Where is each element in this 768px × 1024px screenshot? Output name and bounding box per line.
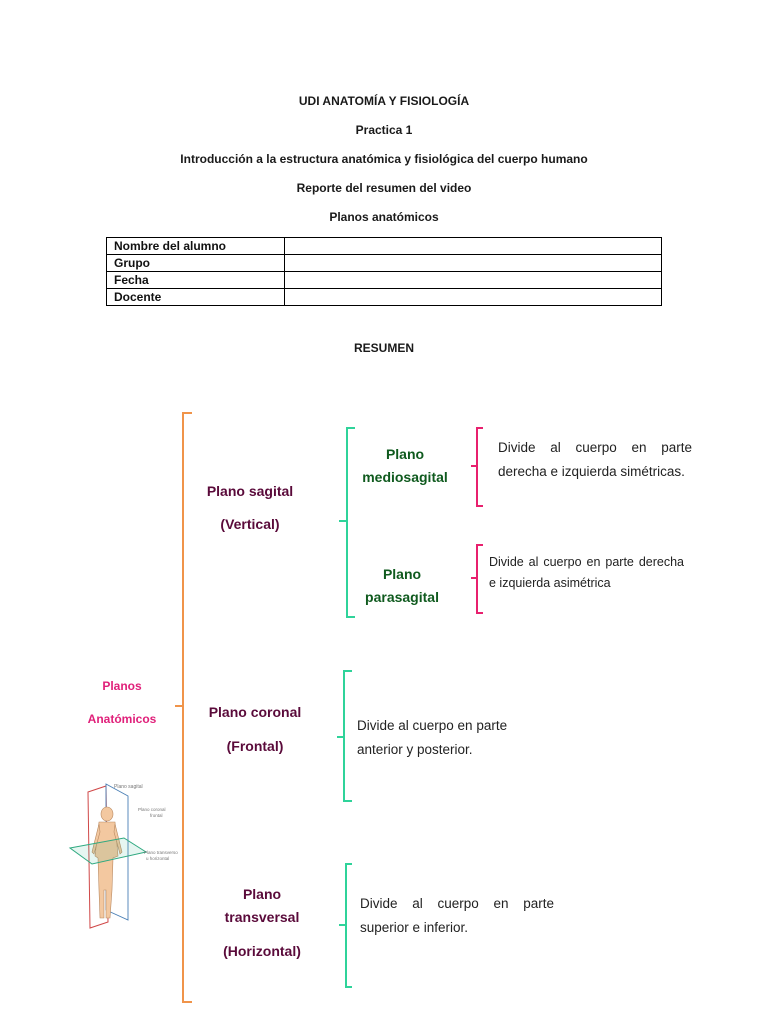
- subject-line: Planos anatómicos: [329, 210, 439, 224]
- transverse-bracket: [339, 864, 352, 987]
- teacher-label: Docente: [107, 289, 285, 306]
- transverse-line1: Plano: [242, 886, 282, 902]
- parasagital-desc-bracket: [471, 545, 483, 613]
- mediosagital-line2: mediosagital: [362, 469, 448, 485]
- transverse-subtitle: (Horizontal): [223, 943, 301, 959]
- figure-label-coronal-2: frontal: [150, 813, 163, 818]
- root-label-line2: Anatómicos: [87, 712, 157, 726]
- sagittal-title: Plano sagital: [206, 483, 294, 499]
- figure-label-transverse-1: Plano transverso: [144, 850, 178, 855]
- group-label: Grupo: [107, 255, 285, 272]
- human-body-planes-icon: [66, 780, 186, 930]
- mediosagital-line1: Plano: [385, 446, 425, 462]
- figure-label-coronal-1: Plano coronal: [138, 807, 166, 812]
- parasagital-line2: parasagital: [365, 589, 439, 605]
- practice-label: Practica 1: [355, 123, 413, 137]
- figure-label-transverse-2: u horizontal: [146, 856, 170, 861]
- transverse-description: Divide al cuerpo en parte superior e inferior.: [360, 896, 554, 935]
- coronal-description: Divide al cuerpo en parte anterior y posterior.: [357, 718, 508, 757]
- parasagital-description: Divide al cuerpo en parte derecha e izquierda asimétrica: [489, 555, 684, 590]
- root-label-line1: Planos: [102, 679, 142, 693]
- summary-heading: RESUMEN: [353, 341, 414, 355]
- transverse-line2: transversal: [224, 909, 300, 925]
- mediosagital-desc-bracket: [471, 428, 483, 506]
- coronal-title: Plano coronal: [208, 704, 302, 720]
- coronal-bracket: [337, 671, 352, 801]
- figure-label-sagittal: Plano sagital: [114, 784, 143, 790]
- topic-line: Introducción a la estructura anatómica y fisiológica del cuerpo humano: [180, 152, 588, 166]
- document-title: UDI ANATOMÍA Y FISIOLOGÍA: [298, 94, 470, 108]
- date-label: Fecha: [107, 272, 285, 289]
- student-name-label: Nombre del alumno: [107, 238, 285, 255]
- report-line: Reporte del resumen del video: [296, 181, 472, 195]
- parasagital-line1: Plano: [382, 566, 422, 582]
- sagittal-subtitle: (Vertical): [220, 516, 280, 532]
- mediosagital-description: Divide al cuerpo en parte derecha e izquierda simétricas.: [498, 440, 692, 479]
- coronal-subtitle: (Frontal): [226, 738, 284, 754]
